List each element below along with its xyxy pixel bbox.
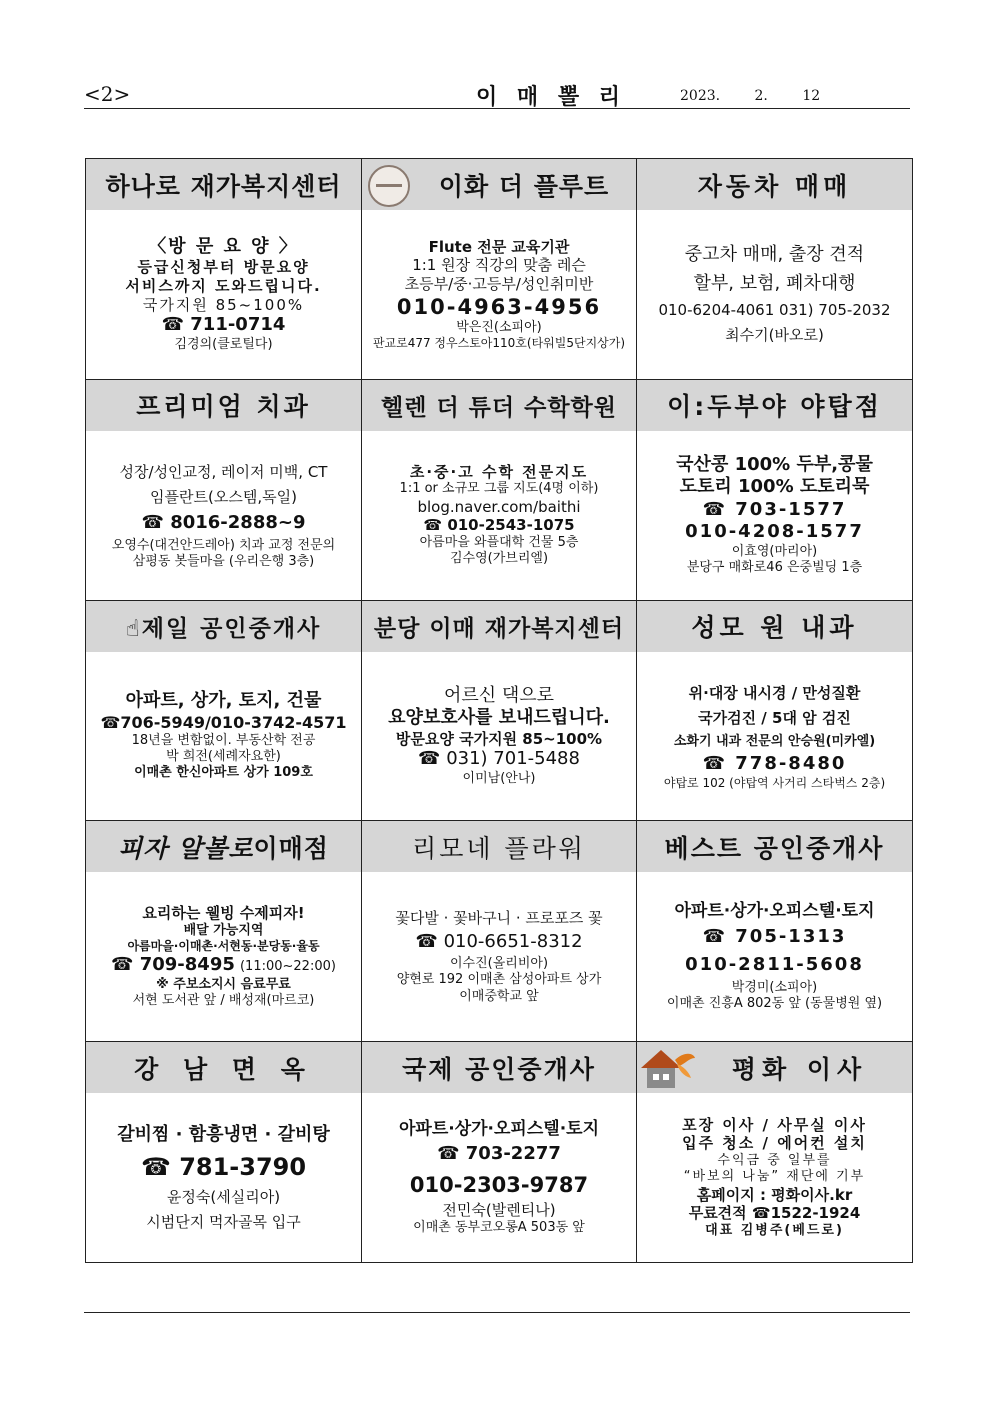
ad-line: 국가검진 / 5대 암 검진 [698, 709, 851, 728]
phone-number: ☎ 010-6651-8312 [415, 930, 583, 952]
address: 이매중학교 앞 [459, 988, 539, 1004]
ad-best-realty [637, 821, 913, 1042]
ad-line: 초·중·고 수학 전문지도 [409, 462, 589, 481]
contact-name: 윤정숙(세실리아) [166, 1188, 281, 1207]
issue-date: 2023. 2. 12 [680, 88, 821, 104]
ad-line: 배달 가능지역 [183, 923, 264, 939]
ad-line: 포장 이사 / 사무실 이사 [682, 1115, 867, 1134]
phone-number: 010-2811-5608 [685, 954, 864, 976]
ad-line: 국가지원 85~100% [142, 295, 305, 314]
phone-number: ☎ 703-2277 [437, 1143, 561, 1165]
hours: (11:00~22:00) [239, 959, 336, 975]
website: blog.naver.com/baithi [417, 497, 581, 516]
phone-number: ☎ 711-0714 [161, 314, 286, 336]
contact-name: 전민숙(발렌티나) [442, 1201, 556, 1220]
contact-name: 김경의(클로틸다) [174, 336, 273, 352]
ad-line: 소화기 내과 전문의 안승원(미카엘) [673, 733, 876, 749]
home-dove-logo-icon [639, 1046, 697, 1090]
ad-line: 성장/성인교정, 레이저 미백, CT [119, 462, 328, 481]
address: 이매촌 한신아파트 상가 109호 [134, 765, 313, 781]
ad-title: 하나로 재가복지센터 [86, 159, 361, 210]
ad-title: 리모네 플라워 [362, 821, 636, 872]
address: 서현 도서관 앞 / 배성재(마르코) [132, 993, 315, 1009]
ad-jeil-realty [86, 601, 362, 822]
contact-name: 박은진(소피아) [456, 320, 542, 336]
ad-line: 18년을 변함없이. 부동산학 전공 [131, 732, 316, 748]
ad-title-text: 평화 이사 [731, 1054, 868, 1084]
ad-premium-dental [86, 380, 362, 601]
ad-line: ※ 주보소지시 음료무료 [156, 976, 291, 992]
ad-line: 아름마을·이매촌·서현동·분당동·율동 [127, 939, 320, 954]
phone-number: 010-6204-4061 031) 705-2032 [658, 301, 891, 320]
ad-line: 중고차 매매, 출장 견적 [684, 244, 865, 266]
ad-pizza-alvolo [86, 821, 362, 1042]
address: 삼평동 봇들마을 (우리은행 3층) [132, 554, 315, 570]
phone-number: ☎ 705-1313 [702, 925, 847, 947]
page-header [84, 80, 910, 109]
ad-line: 임플란트(오스템,독일) [150, 487, 297, 506]
ad-line: 방문요양 국가지원 85~100% [395, 729, 603, 748]
ad-line: 1:1 원장 직강의 맞춤 레슨 [412, 256, 586, 275]
ad-bundang-imae-homecare [362, 601, 637, 822]
ad-line: 아파트, 상가, 토지, 건물 [125, 690, 322, 712]
ad-ewha-flute [362, 159, 637, 380]
bulletin-title: 이 매 뽈 리 [476, 85, 626, 110]
ad-pyeonghwa-moving [637, 1042, 913, 1263]
ad-title-brand: 피자 알볼로 [118, 833, 254, 863]
ad-title: 성모 원 내과 [637, 601, 912, 652]
contact-name: 이미남(안나) [462, 770, 536, 786]
ad-line: 서비스까지 도와드립니다. [125, 276, 322, 295]
contact-name: 이효영(마리아) [731, 543, 818, 559]
phone-line [111, 954, 336, 977]
ad-line: 입주 청소 / 에어컨 설치 [682, 1134, 867, 1153]
ad-line: 1:1 or 소규모 그룹 지도(4명 이하) [399, 481, 599, 497]
ad-helen-tudor-math [362, 380, 637, 601]
ad-line: 등급신청부터 방문요양 [137, 258, 310, 277]
ad-title: 강 남 면 옥 [86, 1042, 361, 1093]
address: 분당구 매화로46 은중빌딩 1층 [686, 560, 863, 576]
phone-number: ☎ 031) 701-5488 [418, 748, 580, 770]
ad-line: 위·대장 내시경 / 만성질환 [688, 684, 861, 703]
ad-limone-flower [362, 821, 637, 1042]
ad-line: 수익금 중 일부를 [717, 1153, 832, 1169]
ad-line: “바보의 나눔” 재단에 기부 [683, 1169, 866, 1185]
contact-name: 최수기(바오로) [725, 325, 824, 344]
ad-line: 초등부/중·고등부/성인취미반 [404, 275, 594, 294]
ad-line: 국산콩 100% 두부,콩물 [676, 453, 873, 475]
ad-idubuya-yatap [637, 380, 913, 601]
ad-title: 프리미엄 치과 [86, 380, 361, 431]
ad-title [637, 1042, 912, 1093]
address: 이매촌 동부코오롱A 503동 앞 [413, 1219, 585, 1235]
ad-line: 아파트·상가·오피스텔·토지 [398, 1119, 600, 1140]
address: 양현로 192 이매촌 삼성아파트 상가 [396, 972, 602, 988]
ad-seongmo-clinic [637, 601, 913, 822]
ad-title: 헬렌 더 튜더 수학학원 [362, 380, 636, 431]
ad-hanaro-homecare [86, 159, 362, 380]
phone-number: ☎ 709-8495 [111, 954, 235, 976]
phone-number: 010-4208-1577 [685, 521, 864, 543]
address: 아름마을 와플대학 건물 5층 [419, 535, 579, 551]
address: 이매촌 진흥A 802동 앞 (동물병원 옆) [666, 995, 883, 1011]
ad-title: ☝제일 공인중개사 [86, 601, 361, 652]
phone-number: ☎ 778-8480 [702, 753, 847, 775]
contact-name: 김수영(가브리엘) [449, 551, 549, 567]
ad-line: 꽃다발 · 꽃바구니 · 프로포즈 꽃 [395, 908, 603, 927]
contact-name: 이수진(올리비아) [449, 956, 549, 972]
contact-name: 대표 김병주(베드로) [705, 1223, 844, 1239]
ad-line: 요양보호사를 보내드립니다. [388, 707, 610, 729]
address: 판교로477 정우스토아110호(타워빌5단지상가) [372, 336, 626, 351]
phone-number: ☎ 8016-2888~9 [141, 512, 306, 534]
ad-title-text: 이화 더 플루트 [438, 171, 610, 201]
ad-line: 갈비찜 · 함흥냉면 · 갈비탕 [117, 1123, 330, 1145]
ad-title: 분당 이매 재가복지센터 [362, 601, 636, 652]
phone-number: ☎ 703-1577 [702, 498, 847, 520]
ad-title-branch: 이매점 [253, 833, 329, 863]
ad-line: 오영수(대건안드레아) 치과 교정 전문의 [111, 537, 336, 553]
contact-name: 박 희전(세례자요한) [166, 749, 281, 765]
ad-title: 국제 공인중개사 [362, 1042, 636, 1093]
ad-line: 어르신 댁으로 [443, 684, 555, 706]
phone-number: 무료견적 ☎1522-1924 [688, 1204, 861, 1223]
ad-title [362, 159, 636, 210]
ad-gangnam-myeonok [86, 1042, 362, 1263]
phone-number: 010-2303-9787 [409, 1172, 589, 1197]
phone-number: ☎ 781-3790 [140, 1153, 307, 1182]
phone-number: ☎ 010-2543-1075 [423, 516, 575, 535]
flute-logo-icon [368, 165, 410, 207]
phone-number: ☎706-5949/010-3742-4571 [100, 712, 347, 732]
page-number: <2> [84, 82, 131, 106]
ad-title: 자동차 매매 [637, 159, 912, 210]
ad-car-trade [637, 159, 913, 380]
phone-number: 010-4963-4956 [396, 294, 602, 319]
ad-gukje-realty [362, 1042, 637, 1263]
ad-line: 요리하는 웰빙 수제피자! [142, 904, 305, 923]
footer-rule [84, 1312, 910, 1313]
ad-grid [85, 158, 913, 1263]
ad-title: 이:두부야 야탑점 [637, 380, 912, 431]
ad-line: 할부, 보험, 폐차대행 [693, 272, 856, 294]
ad-line: 아파트·상가·오피스텔·토지 [674, 901, 875, 922]
address: 야탑로 102 (야탑역 사거리 스타벅스 2층) [663, 775, 886, 790]
address: 시범단지 먹자골목 입구 [146, 1212, 301, 1231]
ad-title: 베스트 공인중개사 [637, 821, 912, 872]
ad-line: 〈방 문 요 양 〉 [148, 235, 299, 257]
ad-line: 도토리 100% 도토리묵 [679, 476, 870, 498]
ad-line: Flute 전문 교육기관 [428, 237, 570, 256]
ad-title [86, 821, 361, 872]
contact-name: 박경미(소피아) [731, 979, 818, 995]
website: 홈페이지 : 평화이사.kr [696, 1185, 853, 1204]
